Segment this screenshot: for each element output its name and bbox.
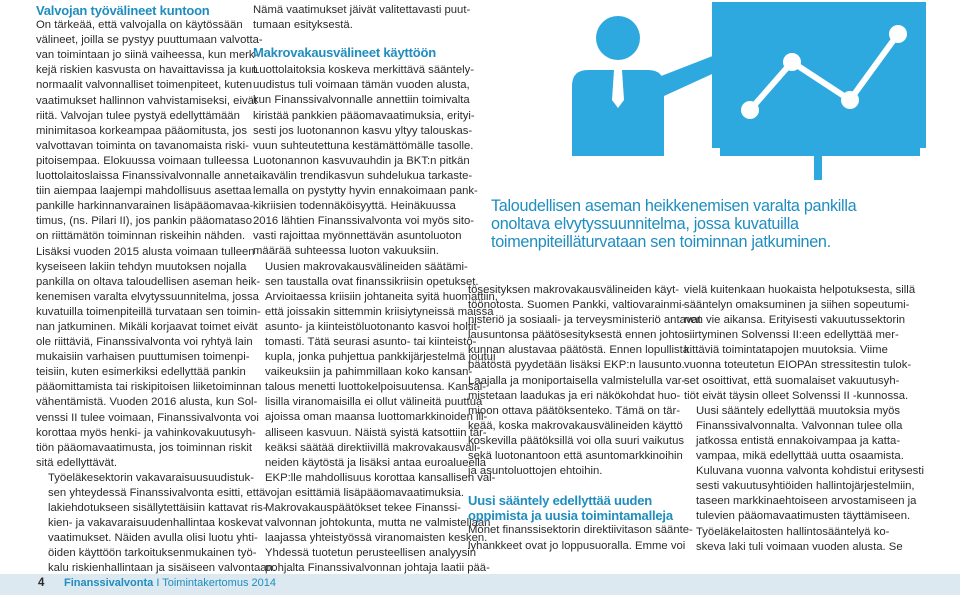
text-line: asunto- ja kiinteistöluotonanto kasvoi holtit- xyxy=(265,320,481,333)
text-line: siirtyminen Solvenssi II:een edellyttää mer- xyxy=(684,329,899,342)
text-line: valvottavan toiminta on tavanomaista riski- xyxy=(36,139,249,152)
text-line: aikavälin trendikasvun suhdelukua tarkaste- xyxy=(253,169,473,182)
text-line: välineet, joilla se pystyy puuttumaan valvotta- xyxy=(36,34,263,47)
text-line: vojan esittämiä lisäpääomavaatimuksia. xyxy=(265,486,465,499)
report-name: Toimintakertomus 2014 xyxy=(162,577,276,589)
text-line: timus, (ns. Pilari II), jos pankin pääomataso xyxy=(36,215,252,228)
text-line: nan jatkuminen. Mikäli korjaavat toimet eivät xyxy=(36,320,258,333)
text-line: vähentämistä. Vuoden 2016 alusta, kun Sol- xyxy=(36,396,258,409)
text-line: vampaa, mikä edellyttää uutta osaamista. xyxy=(696,450,904,463)
text-line: pankilla on oltava taloudellisen aseman heik- xyxy=(36,275,261,288)
text-line: van toimintaan jo siinä vaiheessa, kun merk- xyxy=(36,49,259,62)
text-line: luottolaitoslaissa Finanssivalvonnalle annet- xyxy=(36,170,256,183)
text-line: lakiehdotukseen sisällytettäisiin kattavat ris- xyxy=(48,502,267,515)
text-line: tösesityksen makrovakausvälineiden käyt- xyxy=(468,284,679,296)
text-line: pohjalta Finanssivalvonnan johtaja laatii pää- xyxy=(265,562,490,575)
page-footer xyxy=(0,574,960,595)
text-line: töönotosta. Suomen Pankki, valtiovarainmi- xyxy=(468,299,686,312)
paragraph xyxy=(684,283,916,404)
text-line: pankille harkinnanvarainen lisäpääomavaa- xyxy=(36,200,254,213)
text-line: sekä luotonantoon että asuntomarkkinoihin xyxy=(468,450,683,463)
text-line: Uusi sääntely edellyttää muutoksia myös xyxy=(696,404,901,417)
text-line: ajoissa oman maansa luottomarkkinoiden ili- xyxy=(265,411,488,424)
text-line: laajassa yhteistyössä viranomaisten kesken. xyxy=(265,532,488,545)
paragraph xyxy=(468,283,701,479)
text-line: ole riittäviä, Finanssivalvonta voi ryhtyä lain xyxy=(36,336,253,349)
text-line: mioon ottava päätöksenteko. Tämä on tär- xyxy=(468,404,681,417)
text-line: Työeläkesektorin vakavaraisuusuudistuk- xyxy=(48,471,254,484)
text-line: tulevien pääomavaatimusten täyttämiseen. xyxy=(696,510,911,523)
text-line: jatkossa entistä ennakoivampaa ja katta- xyxy=(696,434,901,447)
text-line: EKP:lle mahdollisuus korottaa kansallisen val- xyxy=(265,471,496,484)
text-line: keäksi säätää direktiivillä makrovakausväli- xyxy=(265,441,481,454)
text-line: kejä riskien kasvusta on havaittavissa ja kun xyxy=(36,64,258,77)
text-line: Arvioitaessa kriisiin johtaneita syitä huomattiin, xyxy=(265,290,498,303)
text-line: että joissakin sittemmin kriisiytyneissä maissa xyxy=(265,305,494,318)
text-line: tiin aiempaa laajempi mahdollisuus asettaa xyxy=(36,185,252,198)
text-line: mukaisiin varhaisen puuttumisen toimenpi- xyxy=(36,351,250,364)
text-line: kun Finanssivalvonnalle annettiin toimivalta xyxy=(253,94,470,107)
paragraph xyxy=(684,404,924,525)
section-heading-uusi-saantely xyxy=(468,493,673,524)
text-line: Nämä vaatimukset jäivät valitettavasti puut- xyxy=(253,4,471,16)
text-line: Uusien makrovakausvälineiden säätämi- xyxy=(265,260,468,273)
text-line: tiöt eivät täysin olleet Solvenssi II -kunnossa. xyxy=(684,389,909,402)
text-line: On tärkeää, että valvojalla on käytössään xyxy=(36,19,243,32)
text-line: sesti vakuutusyhtiöiden hallintojärjestelmiin, xyxy=(696,480,915,493)
text-line: oppimista ja uusia toimintamalleja xyxy=(468,508,673,524)
text-line: päätöstä pyydetään lisäksi EKP:n lausunto. xyxy=(468,359,685,372)
text-line: lausuntonsa päätösesityksestä ennen johto- xyxy=(468,329,688,342)
paragraph xyxy=(253,3,471,33)
presenter-chart-icon xyxy=(560,0,930,180)
text-line: tomasti. Tätä seurasi asunto- tai kiinteistö- xyxy=(265,335,477,348)
paragraph xyxy=(253,260,498,502)
text-line: riitä. Valvojan tulee pystyä edellyttämään xyxy=(36,109,240,122)
text-line: valvonnan johtokunta, mutta ne valmistellaan xyxy=(265,517,491,530)
text-line: kiristää pankkien pääomavaatimuksia, erityi- xyxy=(253,109,475,122)
text-line: neiden käytöstä ja lisäksi antaa euroalueella xyxy=(265,456,487,469)
publication-name xyxy=(64,577,276,589)
paragraph xyxy=(36,471,276,577)
column-1 xyxy=(36,3,276,577)
text-line: vuonna toteutetun EIOPAn stressitestin tulok- xyxy=(684,359,912,372)
column-2 xyxy=(253,3,498,576)
text-line: skeva laki tuli voimaan vuoden alusta. Se xyxy=(696,540,903,553)
text-line: tumaan esityksestä. xyxy=(253,19,353,32)
text-line: Monet finanssisektorin direktiivitason säänte- xyxy=(468,524,693,537)
text-line: set osoittivat, että suomalaiset vakuutusyh- xyxy=(684,374,900,387)
text-line: määrää suhteessa luoton vakuuksiin. xyxy=(253,245,439,258)
text-line: taseen markkinaehtoiseen arvostamiseen ja xyxy=(696,495,917,508)
text-line: alliseen kasvuun. Näistä syistä katsottiin tär- xyxy=(265,426,487,439)
text-line: sääntelyn omaksuminen ja siihen sopeutumi- xyxy=(684,299,910,312)
text-line: normaalit valvonnalliset toimenpiteet, kuten xyxy=(36,79,253,92)
section-heading-valvojan: Valvojan työvälineet kuntoon xyxy=(36,3,210,18)
text-line: talous menetti luottokelpoisuutensa. Kansal- xyxy=(265,381,487,394)
text-line: sitä edellyttävät. xyxy=(36,456,118,469)
text-line: mistetaan laadukas ja eri näkökohdat huo- xyxy=(468,389,681,402)
text-line: vaatimukset. Näiden avulla olisi luotu yhti- xyxy=(48,532,258,545)
section-heading-makrovakaus: Makrovakausvälineet käyttöön xyxy=(253,45,436,61)
text-line: sen yhteydessä Finanssivalvonta esitti, että xyxy=(48,487,266,499)
text-line: on riittämätön toiminnan riskeihin nähden. xyxy=(36,230,246,243)
text-line: korottaa myös henki- ja vahinkovakuutusyh- xyxy=(36,426,256,439)
paragraph xyxy=(253,63,478,259)
publisher: Finanssivalvonta xyxy=(64,577,154,589)
text-line: nisteriö ja sosiaali- ja terveysministeriö antavat xyxy=(468,314,701,327)
text-line: Luotonannon kasvuvauhdin ja BKT:n pitkän xyxy=(253,154,470,167)
text-line: kalu riskienhallintaan ja sisäiseen valvontaan. xyxy=(48,562,276,575)
text-line: turvataan sen toiminnan jatkuminen. xyxy=(581,233,831,251)
text-line: koskevilla päätöksillä voi olla suuri vaikutus xyxy=(468,434,684,447)
column-4 xyxy=(684,283,924,555)
text-line: kuvatuilla toimenpiteillä turvataan sen toimin- xyxy=(36,305,261,318)
text-line: vaikeuksiin ja pahimmillaan koko kansan- xyxy=(265,366,473,379)
text-line: Finanssivalvonnalta. Valvonnan tulee olla xyxy=(696,419,903,432)
text-line: teisiin, kuten esimerkiksi edellyttää pankin xyxy=(36,366,246,379)
text-line: Makrovakauspäätökset tekee Finanssi- xyxy=(265,502,461,514)
text-line: Uusi sääntely edellyttää uuden xyxy=(468,493,653,509)
text-line: Luottolaitoksia koskeva merkittävä sääntely- xyxy=(253,64,475,77)
pull-quote xyxy=(491,197,891,251)
text-line: 2016 lähtien Finanssivalvonta voi myös sito- xyxy=(253,215,475,228)
text-line: sesti jos luotonannon kasvu yltyy talouskas- xyxy=(253,124,473,137)
column-3 xyxy=(468,283,701,554)
text-line: tiön pääomavaatimusta, jos toiminnan riskit xyxy=(36,441,252,454)
text-line: kunnan alustavaa päätöstä. Ennen lopullista xyxy=(468,344,690,357)
text-line: vuun suhteutettuna kestämättömälle tasolle. xyxy=(253,139,474,152)
text-line: vaatimukset hallinnon vahvistamiseksi, eivät xyxy=(36,94,258,107)
text-line: keää, koska makrovakausvälineiden käyttö xyxy=(468,419,683,432)
text-line: kikriisien todennäköisyyttä. Heinäkuussa xyxy=(253,200,456,213)
text-line: minimitasoa korkeampaa pääomitusta, jos xyxy=(36,124,247,137)
paragraph xyxy=(36,18,263,471)
person-head-icon xyxy=(596,16,640,60)
text-line: ja asuntoluottojen ehtoihin. xyxy=(468,465,603,478)
text-line: pitoisempaa. Elokuussa voimaan tulleessa xyxy=(36,154,249,167)
text-line: venssi II tulee voimaan, Finanssivalvonta voi xyxy=(36,411,259,424)
text-line: Työeläkelaitosten hallintosääntelyä ko- xyxy=(696,525,890,538)
text-line: kenemisen varalta elvytyssuunnitelma, jossa xyxy=(36,290,259,303)
page-number: 4 xyxy=(38,577,45,589)
paragraph xyxy=(253,501,491,576)
text-line: lemalla on pystytty hyvin ennakoimaan pank- xyxy=(253,185,478,198)
text-line: kittäviä toimintatapojen muutoksia. Viime xyxy=(684,344,888,357)
text-line: öiden käyttöön tarkoituksenmukainen työ- xyxy=(48,547,257,560)
text-line: sen taustalla ovat finanssikriisin opetukset. xyxy=(265,275,479,288)
text-line: Yhdessä tuotetun perusteellisen analyysin xyxy=(265,547,477,560)
text-line: vielä kuitenkaan huokaista helpotuksesta, sillä xyxy=(684,284,916,296)
text-line: pääomittamista tai riskipitoisen liiketoiminnan xyxy=(36,381,262,394)
separator: I xyxy=(156,577,160,589)
text-line: Laajalla ja moniportaisella valmistelulla var- xyxy=(468,374,686,387)
paragraph xyxy=(468,523,693,553)
text-line: nen vie aikansa. Erityisesti vakuutussektorin xyxy=(684,314,906,327)
text-line: kupla, jonka puhjettua pankkijärjestelmä joutui xyxy=(265,351,496,364)
text-line: Taloudellisen aseman heikkenemisen varalta pankilla on xyxy=(491,197,857,233)
board-icon xyxy=(712,2,926,148)
text-line: vasti rajoittaa myönnettävän asuntoluoton xyxy=(253,230,462,243)
text-line: lisilla viranomaisilla ei ollut välineitä puuttua xyxy=(265,396,483,409)
text-line: uudistus tuli voimaan tämän vuoden alusta, xyxy=(253,79,470,92)
text-line: lyhankkeet ovat jo loppusuoralla. Emme voi xyxy=(468,539,686,552)
text-line: kien- ja vakavaraisuudenhallintaa koskevat xyxy=(48,517,263,530)
text-line: Kuluvana vuonna valvonta kohdistui eritysesti xyxy=(696,465,924,478)
text-line: Lisäksi vuoden 2015 alusta voimaan tulleen xyxy=(36,245,255,258)
text-line: kyseiseen lakiin tehdyn muutoksen nojalla xyxy=(36,260,247,273)
text-line: oltava elvytyssuunnitelma, jossa kuvatuilla toimenpiteillä xyxy=(491,215,799,251)
paragraph xyxy=(684,525,903,555)
